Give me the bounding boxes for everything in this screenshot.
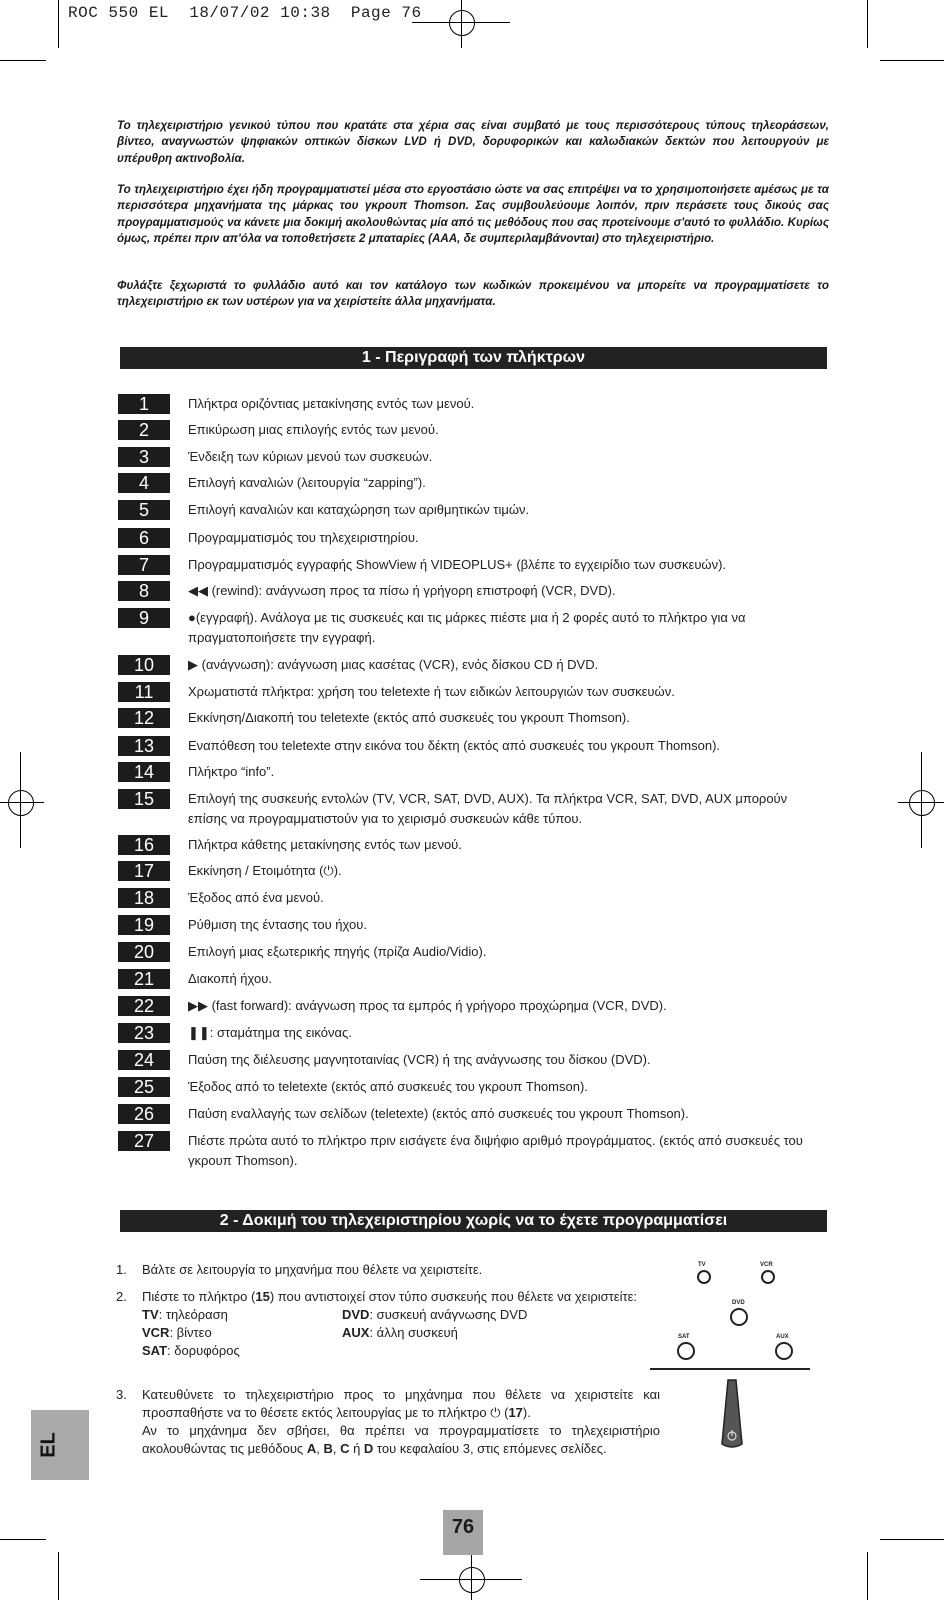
key-number: 27: [118, 1131, 170, 1151]
key-number: 9: [118, 608, 170, 628]
key-description: Ρύθμιση της έντασης του ήχου.: [188, 917, 367, 932]
registration-mark: [459, 1567, 485, 1593]
key-number: 21: [118, 969, 170, 989]
key-number: 14: [118, 762, 170, 782]
step-2: [116, 1288, 660, 1362]
crop-mark: [58, 0, 59, 48]
vcr-button: [761, 1270, 775, 1284]
key-number: 18: [118, 888, 170, 908]
key-description: Προγραμματισμός εγγραφής ShowView ή VIDEOPLUS+ (βλέπε το εγχειρίδιο των συσκευών).: [188, 557, 727, 572]
step-text: Αν το μηχάνημα δεν σβήσει, θα πρέπει να προγραμματίσετε το τηλεχειριστήριο ακολουθώντας τις μεθόδους A, B, C ή D του κεφαλαίου 3, στις επόμενες σελίδες.: [142, 1423, 660, 1456]
step-1: [116, 1261, 660, 1279]
step-number: 1.: [116, 1262, 127, 1277]
key-description: Εκκίνηση / Ετοιμότητα (⏻).: [188, 863, 342, 878]
crop-mark: [58, 1552, 59, 1600]
key-description: ▶▶ (fast forward): ανάγνωση προς τα εμπρός ή γρήγορο προχώρημα (VCR, DVD).: [188, 998, 667, 1013]
step-number: 2.: [116, 1289, 127, 1304]
key-number: 11: [118, 682, 170, 702]
dvd-button-label: DVD: [732, 1300, 745, 1306]
key-description: Ένδειξη των κύριων μενού των συσκευών.: [188, 449, 433, 464]
crop-mark: [0, 1539, 46, 1540]
page-number: 76: [443, 1510, 483, 1555]
key-description: Παύση της διέλευσης μαγνητοταινίας (VCR) ή της ανάγνωσης του δίσκου (DVD).: [188, 1052, 651, 1067]
key-number: 20: [118, 942, 170, 962]
key-description: Χρωματιστά πλήκτρα: χρήση του teletexte ή των ειδικών λειτουργιών των συσκευών.: [188, 684, 675, 699]
key-number: 15: [118, 789, 170, 809]
key-description: Προγραμματισμός του τηλεχειριστηρίου.: [188, 530, 419, 545]
key-description: Πλήκτρα οριζόντιας μετακίνησης εντός των μενού.: [188, 396, 475, 411]
divider: [650, 1368, 810, 1370]
crop-mark: [0, 60, 46, 61]
device-vcr: VCR: βίντεο: [142, 1325, 212, 1340]
power-button-icon: [720, 1378, 744, 1450]
step-3: [116, 1386, 660, 1458]
key-number: 8: [118, 581, 170, 601]
dvd-button: [730, 1308, 748, 1326]
remote-illustration: [660, 1262, 830, 1452]
key-number: 19: [118, 915, 170, 935]
device-list: [142, 1306, 660, 1362]
key-description: ●(εγγραφή). Ανάλογα με τις συσκευές και τις μάρκες πιέστε μια ή 2 φορές αυτό το πλήκτρο για να πραγματοποιήσετε την εγγραφή.: [188, 610, 746, 645]
key-number: 25: [118, 1077, 170, 1097]
key-number: 3: [118, 447, 170, 467]
registration-mark: [8, 790, 34, 816]
device-tv: TV: τηλεόραση: [142, 1307, 228, 1322]
key-number: 5: [118, 500, 170, 520]
section-2-heading: 2 - Δοκιμή του τηλεχειριστηρίου χωρίς να το έχετε προγραμματίσει: [120, 1210, 827, 1232]
key-description: Εκκίνηση/Διακοπή του teletexte (εκτός από συσκευές του γκρουπ Thomson).: [188, 710, 630, 725]
sat-button-label: SAT: [678, 1334, 690, 1340]
key-description: Επιλογή μιας εξωτερικής πηγής (πρίζα Audio/Vidio).: [188, 944, 487, 959]
key-number: 13: [118, 736, 170, 756]
key-description: Επιλογή καναλιών (λειτουργία “zapping”).: [188, 475, 426, 490]
step-text: Βάλτε σε λειτουργία το μηχανήμα που θέλετε να χειριστείτε.: [142, 1262, 483, 1277]
key-number: 6: [118, 528, 170, 548]
key-number: 4: [118, 473, 170, 493]
registration-mark: [909, 790, 935, 816]
key-description: Επιλογή της συσκευής εντολών (TV, VCR, SAT, DVD, AUX). Τα πλήκτρα VCR, SAT, DVD, AUX μπορούν επίσης να προγραμματιστούν για το χειρισμό συσκευών κάθε τύπου.: [188, 791, 788, 826]
key-description: Επικύρωση μιας επιλογής εντός των μενού.: [188, 422, 439, 437]
key-description: Παύση εναλλαγής των σελίδων (teletexte) (εκτός από συσκευές του γκρουπ Thomson).: [188, 1106, 689, 1121]
key-number: 12: [118, 708, 170, 728]
key-reference: 17: [508, 1405, 523, 1420]
key-number: 10: [118, 655, 170, 675]
key-number: 2: [118, 420, 170, 440]
key-description: Έξοδος από το teletexte (εκτός από συσκευές του γκρουπ Thomson).: [188, 1079, 588, 1094]
key-number: 22: [118, 996, 170, 1016]
step-text: Πιέστε το πλήκτρο (15) που αντιστοιχεί στον τύπο συσκευής που θέλετε να χειριστείτε:: [142, 1289, 637, 1304]
key-number: 16: [118, 835, 170, 855]
key-description: Επιλογή καναλιών και καταχώρηση των αριθμητικών τιμών.: [188, 502, 530, 517]
tv-button-label: TV: [698, 1262, 706, 1268]
crop-mark: [867, 0, 868, 48]
key-description: ◀◀ (rewind): ανάγνωση προς τα πίσω ή γρήγορη επιστροφή (VCR, DVD).: [188, 583, 616, 598]
key-number: 7: [118, 555, 170, 575]
sat-button: [677, 1342, 695, 1360]
key-description: Εναπόθεση του teletexte στην εικόνα του δέκτη (εκτός από συσκευές του γκρουπ Thomson).: [188, 738, 721, 753]
key-reference: 15: [255, 1289, 270, 1304]
crop-mark: [867, 1552, 868, 1600]
registration-mark: [449, 10, 475, 36]
section-1-heading: 1 - Περιγραφή των πλήκτρων: [120, 347, 827, 369]
device-dvd: DVD: συσκευή ανάγνωσης DVD: [342, 1307, 528, 1322]
tv-button: [697, 1270, 711, 1284]
key-description: Διακοπή ήχου.: [188, 971, 272, 986]
crop-mark: [880, 1539, 944, 1540]
key-number: 1: [118, 394, 170, 414]
intro-paragraph: Το τηλεχειριστήριο γενικού τύπου που κρατάτε στα χέρια σας είναι συμβατό με τους περισσότερους τύπους τηλεοράσεων, βίντεο, αναγνωστών ψηφιακών οπτικών δίσκων LVD ή DVD, δορυφορικών και καλωδιακών δεκτών που λειτουργούν με υπέρυθρη ακτινοβολία.: [117, 119, 829, 165]
key-number: 17: [118, 861, 170, 881]
crop-mark: [880, 60, 944, 61]
key-description: Έξοδος από ένα μενού.: [188, 890, 324, 905]
printer-slug: ROC 550 EL 18/07/02 10:38 Page 76: [68, 4, 422, 22]
device-sat: SAT: δορυφόρος: [142, 1343, 240, 1358]
key-description: ❚❚: σταμάτημα της εικόνας.: [188, 1025, 352, 1040]
key-number: 24: [118, 1050, 170, 1070]
device-aux: AUX: άλλη συσκευή: [342, 1325, 458, 1340]
key-number: 23: [118, 1023, 170, 1043]
key-description: Πλήκτρα κάθετης μετακίνησης εντός των μενού.: [188, 837, 462, 852]
key-number: 26: [118, 1104, 170, 1124]
step-text: Κατευθύνετε το τηλεχειριστήριο προς το μηχάνημα που θέλετε να χειριστείτε και προσπαθήστε να το θέσετε εκτός λειτουργίας με το πλήκτρο ⏻ (17).: [142, 1387, 660, 1420]
intro-paragraph: Το τηλειχειριστήριο έχει ήδη προγραμματιστεί μέσα στο εργοστάσιο ώστε να σας επιτρέψει να το χρησιμοποιήσετε αμέσως με τα περισσότερα μηχανήματα της μάρκας του γκρουπ Thomson. Σας συμβουλεύουμε λοιπόν, πριν περάσετε τους δικούς σας προγραμματισμούς να κάνετε μια δοκιμή ακολουθώντας μία από τις μεθόδους που σας προτείνουμε σ'αυτό το φυλλάδιο. Κυρίως όμως, πρέπει πριν απ'όλα να τοποθετήσετε 2 μπαταρίες (AAA, δε συμπεριλαμβάνονται) στο τηλεχειριστήριο.: [117, 183, 829, 246]
step-number: 3.: [116, 1387, 127, 1402]
aux-button: [775, 1342, 793, 1360]
key-description: Πλήκτρο “info”.: [188, 764, 275, 779]
key-description: ▶ (ανάγνωση): ανάγνωση μιας κασέτας (VCR), ενός δίσκου CD ή DVD.: [188, 657, 599, 672]
aux-button-label: AUX: [776, 1334, 789, 1340]
language-tab-label: EL: [37, 1432, 60, 1458]
intro-paragraph: Φυλάξτε ξεχωριστά το φυλλάδιο αυτό και τον κατάλογο των κωδικών προκειμένου να μπορείτε να προγραμματίσετε το τηλεχειριστήριο εκ των υστέρων για να χειρίστείτε άλλα μηχανήματα.: [117, 279, 829, 309]
language-tab: [31, 1410, 89, 1480]
vcr-button-label: VCR: [760, 1262, 773, 1268]
key-description: Πιέστε πρώτα αυτό το πλήκτρο πριν εισάγετε ένα διψήφιο αριθμό προγράμματος. (εκτός από συσκευές του γκρουπ Thomson).: [188, 1133, 803, 1168]
